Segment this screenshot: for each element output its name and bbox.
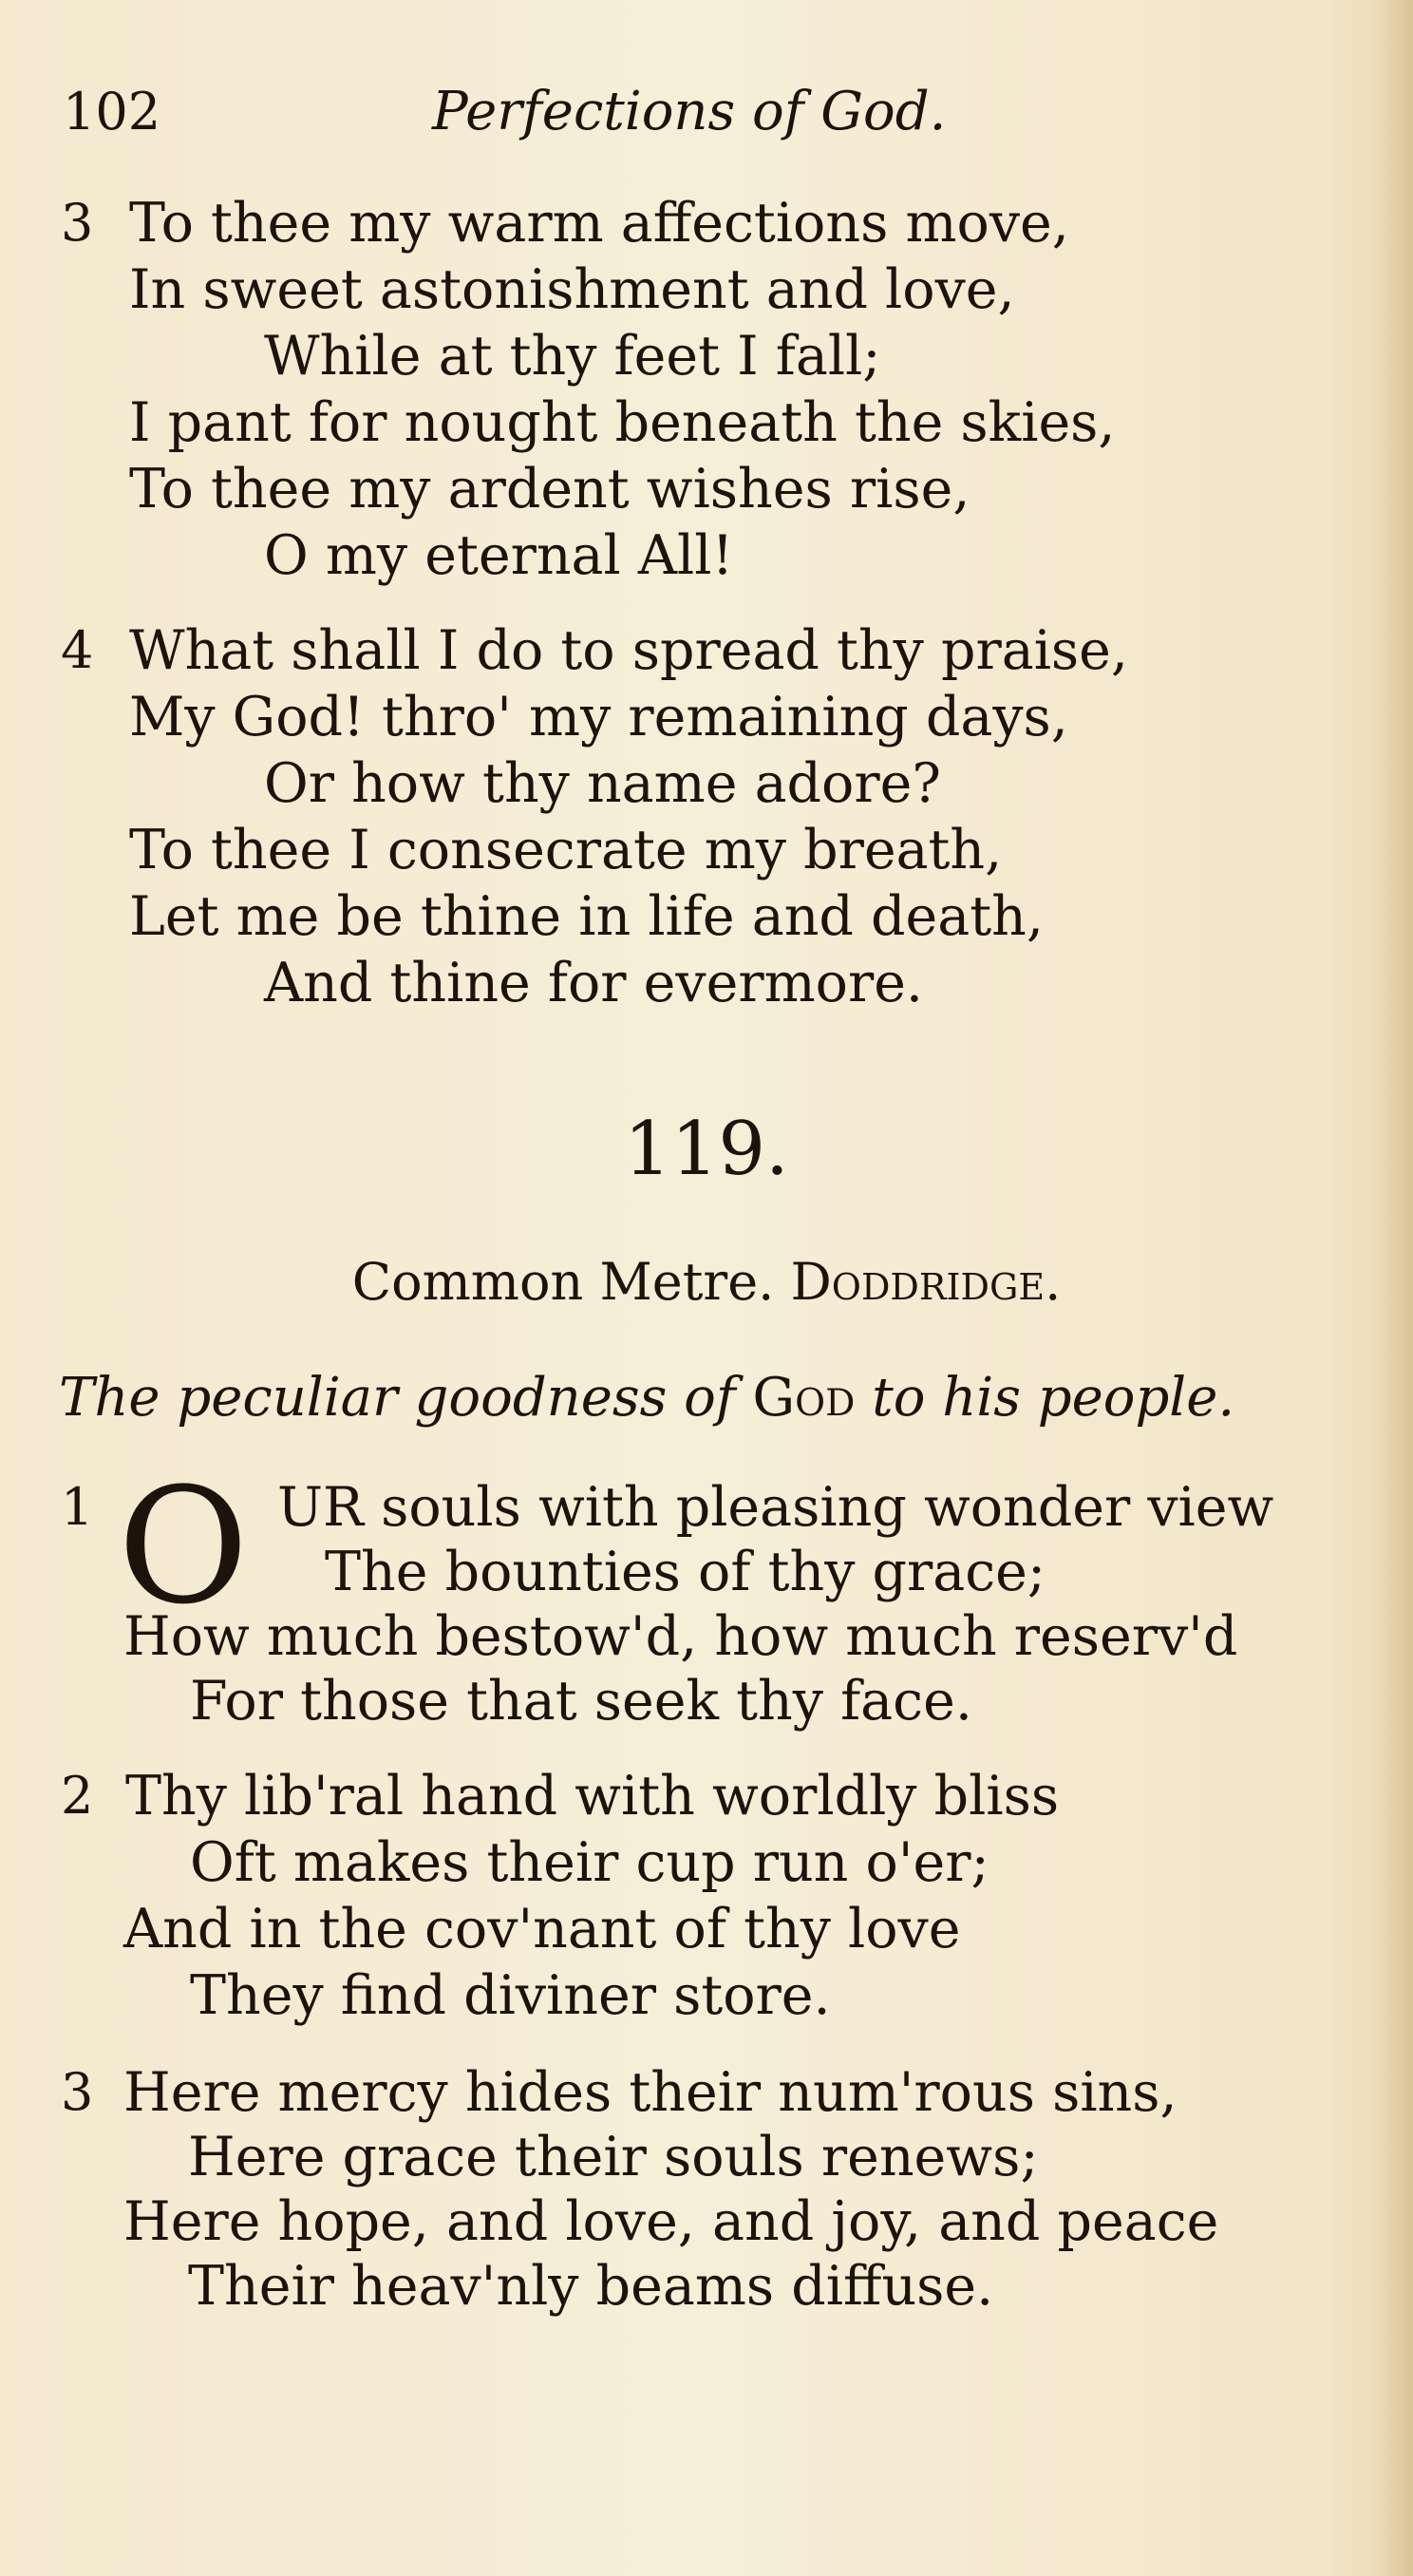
drop-cap: O [118,1453,249,1639]
subject-god: God [752,1367,856,1429]
page-number: 102 [63,82,161,142]
verse-number: 1 [61,1477,94,1537]
verse-line: For those that seek thy face. [190,1670,972,1733]
verse-line: Thy lib'ral hand with worldly bliss [125,1765,1060,1828]
page-header [0,74,1413,150]
hymn-subject [59,1360,1234,1436]
verse-line: Let me be thine in life and death, [129,885,1044,948]
verse-line: What shall I do to spread thy praise, [129,619,1129,682]
verse-line: O my eternal All! [264,524,734,587]
verse-line: In sweet astonishment and love, [129,258,1015,321]
meter-label: Common Metre. [351,1252,775,1312]
verse-line: The bounties of thy grace; [325,1541,1046,1603]
verse-number: 3 [61,193,94,253]
verse-number: 2 [61,1766,94,1826]
verse-line: Here mercy hides their num'rous sins, [123,2061,1178,2124]
verse-line: How much bestow'd, how much reserv'd [123,1605,1238,1668]
verse-line: They find diviner store. [190,1964,831,2027]
verse-line: Oft makes their cup run o'er; [190,1831,989,1894]
verse-line: To thee I consecrate my breath, [129,819,1003,881]
verse-line: UR souls with pleasing wonder view [277,1476,1274,1539]
verse-line: To thee my warm affections move, [129,192,1069,255]
verse-line: Or how thy name adore? [264,752,941,815]
verse-number: 3 [61,2062,94,2122]
verse-line: Here hope, and love, and joy, and peace [123,2190,1219,2253]
verse-line: Their heav'nly beams diffuse. [188,2255,994,2318]
running-title: Perfections of God. [432,81,947,142]
verse-line: And thine for evermore. [264,952,924,1014]
verse-line: To thee my ardent wishes rise, [129,458,970,521]
verse-line: My God! thro' my remaining days, [129,686,1068,748]
author-name: Doddridge. [790,1252,1062,1312]
verse-line: And in the cov'nant of thy love [123,1898,961,1960]
verse-line: I pant for nought beneath the skies, [129,391,1116,454]
hymn-meter-line [0,1244,1413,1320]
subject-text: to his people. [872,1367,1235,1429]
subject-text: The peculiar goodness of [59,1367,736,1429]
verse-line: Here grace their souls renews; [188,2126,1039,2188]
hymn-number: 119. [624,1107,789,1192]
verse-number: 4 [61,620,94,680]
verse-line: While at thy feet I fall; [264,325,881,388]
